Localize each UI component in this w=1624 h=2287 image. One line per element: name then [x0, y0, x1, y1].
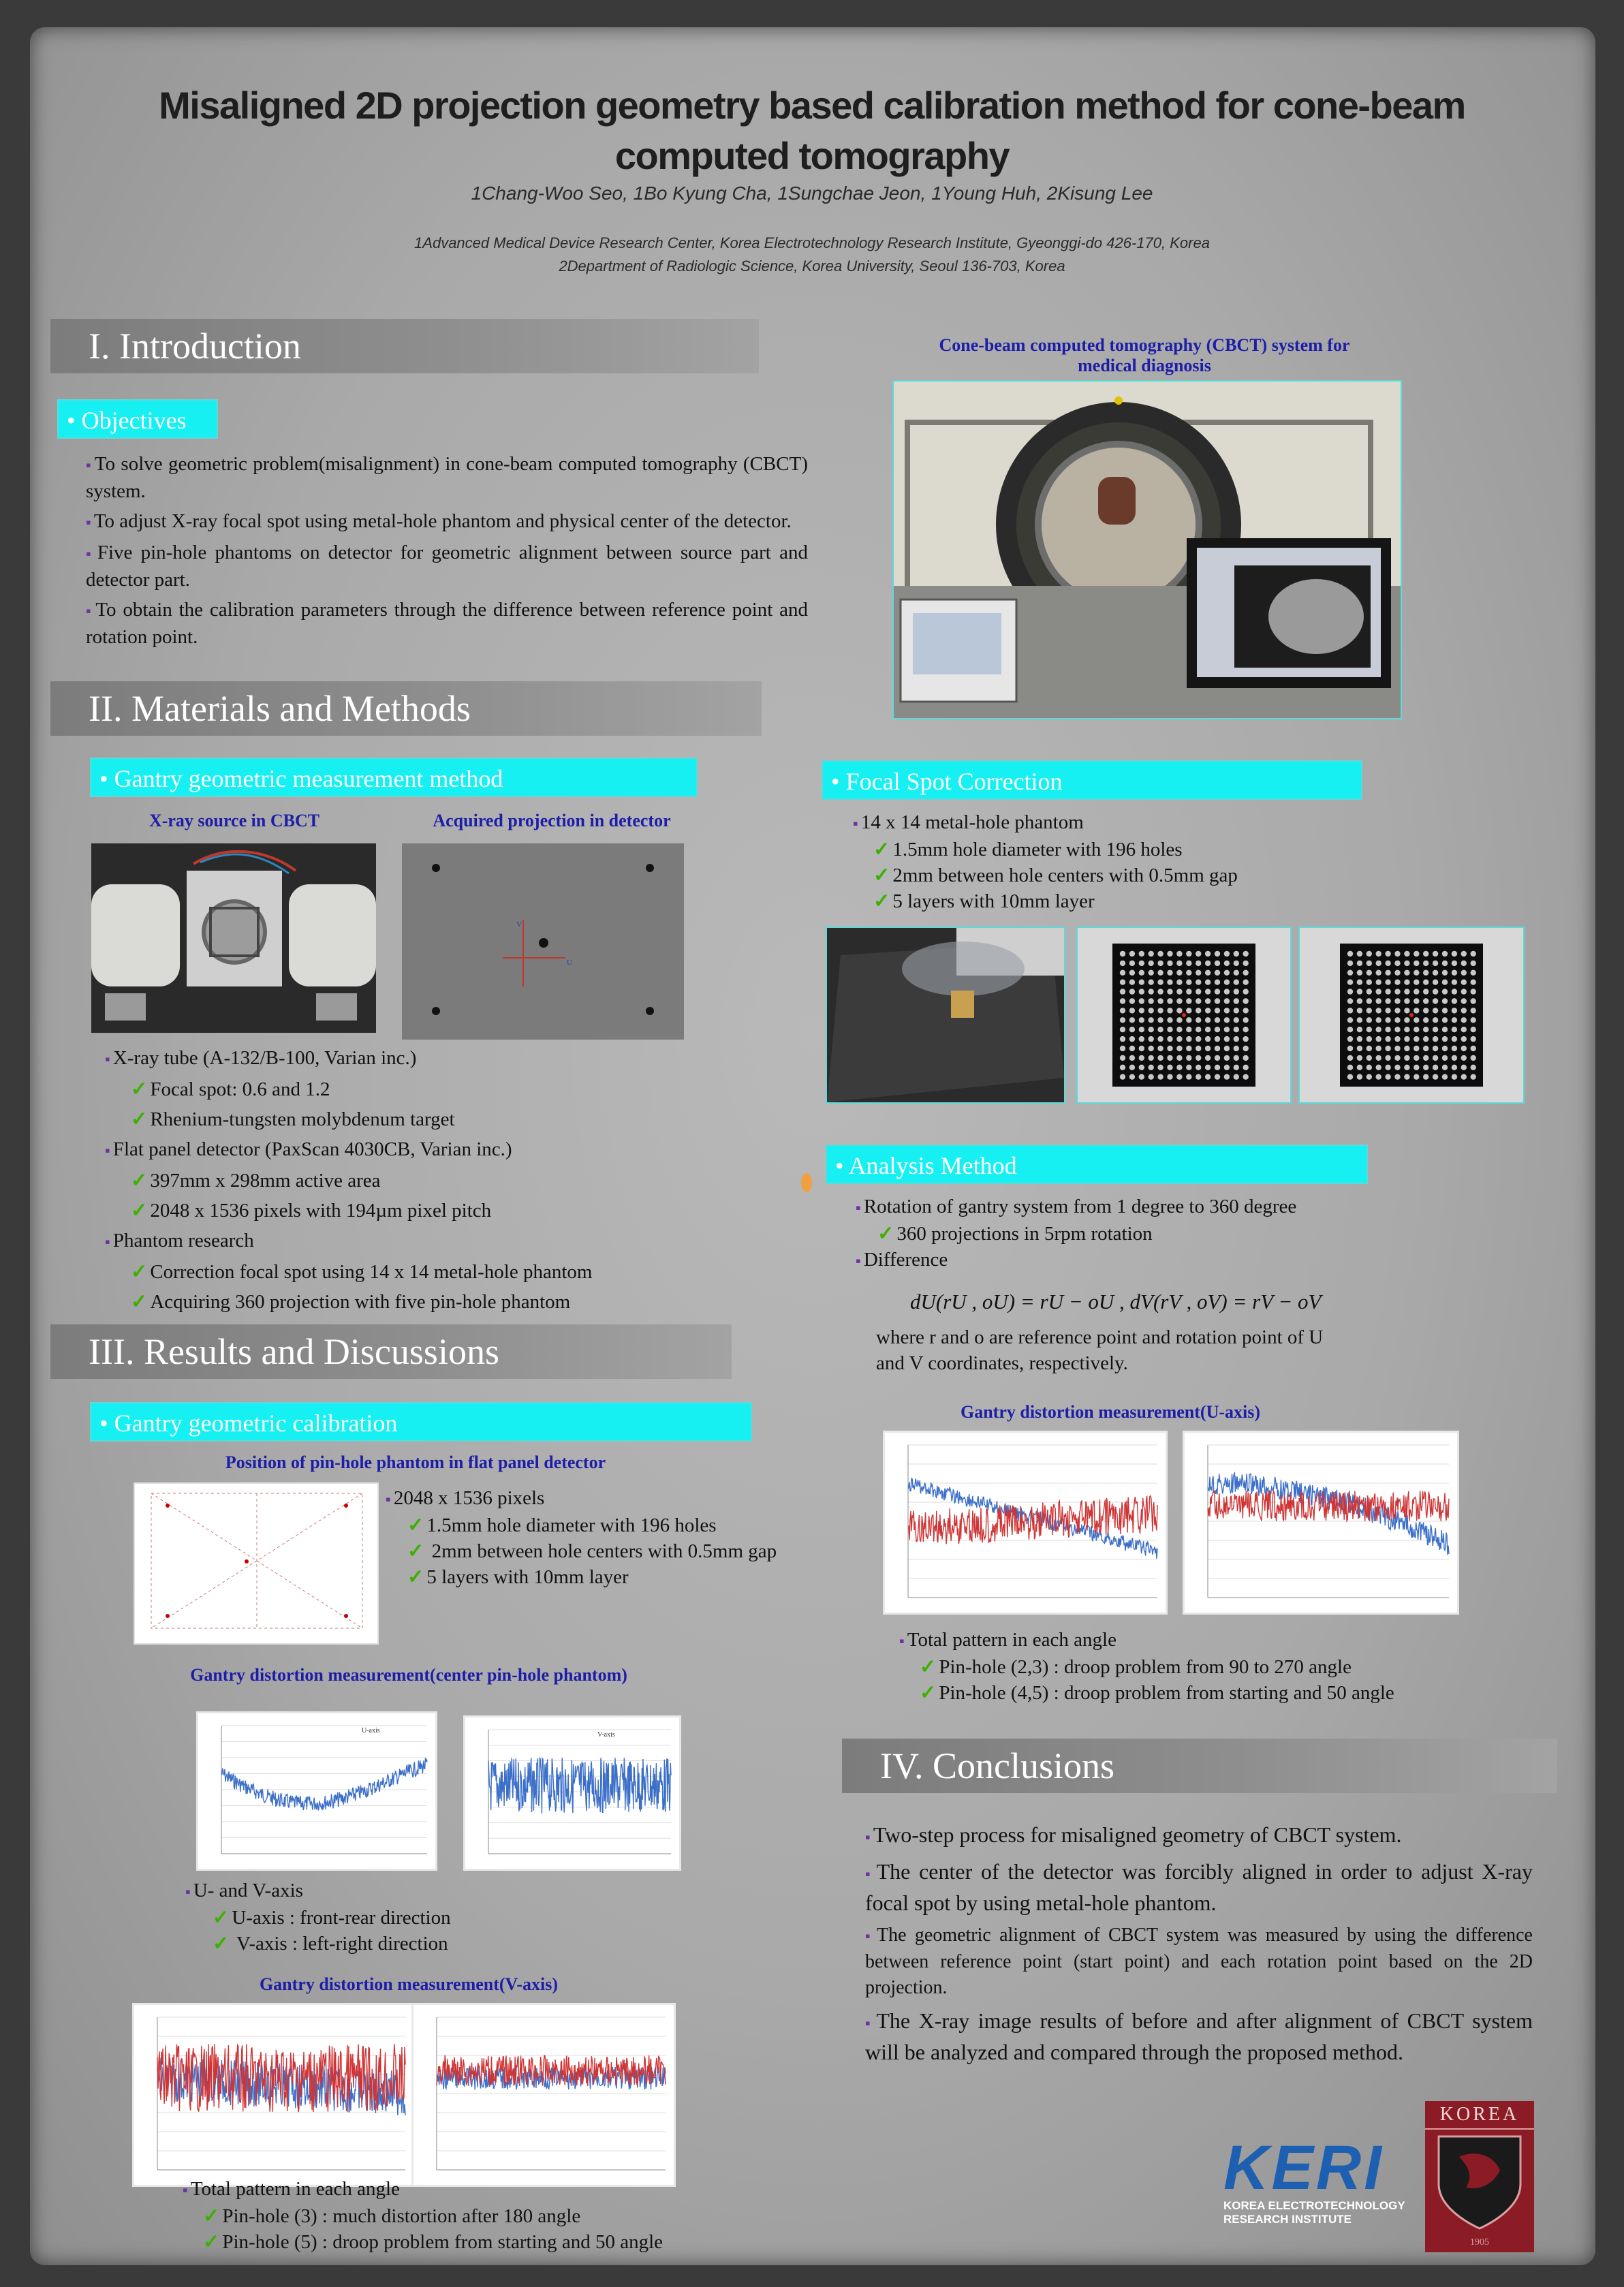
pinhole-line: ✓ 1.5mm hole diameter with 196 holes	[386, 1512, 822, 1538]
where-text	[876, 1324, 1421, 1376]
uv-line: ✓ U-axis : front-rear direction	[185, 1905, 798, 1931]
equipment-line: ✓ Acquiring 360 projection with five pin-hole phantom	[105, 1289, 786, 1315]
focal-spot-list	[853, 809, 1371, 914]
conclusion-item: ▪ The X-ray image results of before and after alignment of CBCT system will be analyzed and compared through the proposed method.	[865, 2006, 1533, 2066]
poster-title: Misaligned 2D projection geometry based calibration method for cone-beam computed tomography	[159, 84, 1465, 177]
focal-line: ✓ 1.5mm hole diameter with 196 holes	[853, 837, 1371, 862]
v-finding-line: ▪ Total pattern in each angle	[183, 2176, 796, 2203]
pinhole-spec-list	[386, 1485, 822, 1590]
axis-v-label: V	[516, 920, 522, 929]
section-results: III. Results and Discussions	[50, 1324, 732, 1379]
authors: 1Chang-Woo Seo, 1Bo Kyung Cha, 1Sungchae Jeon, 1Young Huh, 2Kisung Lee	[471, 183, 1153, 204]
equipment-line: ✓ 397mm x 298mm active area	[105, 1168, 786, 1194]
v-axis-chart-right	[411, 2003, 676, 2187]
focal-spot-after-image	[1298, 927, 1525, 1104]
equipment-line: ▪ X-ray tube (A-132/B-100, Varian inc.)	[105, 1045, 786, 1072]
focal-spot-before-image	[1076, 927, 1292, 1104]
affiliation-2: 2Department of Radiologic Science, Korea University, Seoul 136-703, Korea	[559, 258, 1065, 275]
u-axis-chart-right	[1183, 1431, 1459, 1615]
conclusions-list	[865, 1820, 1533, 2066]
equipment-line: ✓ Rhenium-tungsten molybdenum target	[105, 1106, 786, 1132]
equipment-line: ✓ Focal spot: 0.6 and 1.2	[105, 1076, 786, 1102]
uv-axis-list	[185, 1878, 798, 1957]
u-axis-findings	[899, 1627, 1485, 1706]
methods-equipment-list	[105, 1045, 786, 1315]
pinhole-position-diagram	[134, 1482, 379, 1645]
equipment-line: ▪ Phantom research	[105, 1228, 786, 1255]
uv-line: ✓ V-axis : left-right direction	[185, 1931, 798, 1957]
v-axis-findings	[183, 2176, 796, 2255]
pinhole-position-caption: Position of pin-hole phantom in flat panel detector	[225, 1452, 606, 1472]
u-axis-caption: Gantry distortion measurement(U-axis)	[960, 1402, 1261, 1422]
u-finding-line: ✓ Pin-hole (2,3) : droop problem from 90 to 270 angle	[899, 1654, 1485, 1680]
equipment-line: ✓ 2048 x 1536 pixels with 194µm pixel pitch	[105, 1198, 786, 1224]
center-v-axis-chart-title: V-axis	[597, 1731, 615, 1739]
detector-projection-image	[402, 843, 684, 1040]
uv-line: ▪ U- and V-axis	[185, 1878, 798, 1905]
axis-u-label: U	[567, 959, 572, 967]
analysis-line: ▪ Difference	[856, 1247, 1401, 1274]
gantry-method-label: • Gantry geometric measurement method	[90, 758, 698, 797]
xray-source-caption: X-ray source in CBCT	[149, 811, 320, 830]
v-finding-line: ✓ Pin-hole (5) : droop problem from starting and 50 angle	[183, 2229, 796, 2255]
analysis-line: ▪ Rotation of gantry system from 1 degree to 360 degree	[856, 1194, 1401, 1221]
korea-university-logo	[1425, 2101, 1534, 2252]
equipment-line: ✓ Correction focal spot using 14 x 14 metal-hole phantom	[105, 1259, 786, 1285]
where-line-1: where r and o are reference point and rotation point of U	[876, 1326, 1324, 1348]
where-line-2: and V coordinates, respectively.	[876, 1352, 1128, 1374]
center-u-axis-chart	[196, 1711, 437, 1871]
v-axis-caption: Gantry distortion measurement(V-axis)	[259, 1974, 559, 1994]
objective-2: ▪ To adjust X-ray focal spot using metal-hole phantom and physical center of the detector.	[86, 508, 808, 535]
focal-line: ✓ 2mm between hole centers with 0.5mm gap	[853, 862, 1371, 888]
center-u-axis-chart-title: U-axis	[362, 1727, 380, 1734]
cbct-system-photo	[892, 380, 1402, 719]
v-finding-line: ✓ Pin-hole (3) : much distortion after 180 angle	[183, 2203, 796, 2229]
affiliation-1: 1Advanced Medical Device Research Center, Korea Electrotechnology Research Institute, Gyeonggi-do 426-170, Korea	[414, 234, 1210, 251]
objectives-label: • Objectives	[57, 399, 218, 439]
conclusion-item: ▪ The center of the detector was forcibly aligned in order to adjust X-ray focal spot by using metal-hole phantom.	[865, 1857, 1533, 1917]
gantry-calibration-label: • Gantry geometric calibration	[90, 1402, 752, 1442]
objective-4: ▪ To obtain the calibration parameters through the difference between reference point and rotation point.	[86, 597, 808, 650]
keri-logo-sub2: RESEARCH INSTITUTE	[1223, 2213, 1352, 2226]
pinhole-line: ✓ 2mm between hole centers with 0.5mm gap	[386, 1538, 822, 1564]
keri-logo-sub1: KOREA ELECTROTECHNOLOGY	[1223, 2199, 1405, 2212]
ku-crest-icon	[1425, 2130, 1534, 2232]
u-finding-line: ✓ Pin-hole (4,5) : droop problem from starting and 50 angle	[899, 1680, 1485, 1706]
focal-spot-label: • Focal Spot Correction	[822, 760, 1362, 800]
analysis-line: ✓ 360 projections in 5rpm rotation	[856, 1221, 1401, 1247]
v-axis-chart-left	[132, 2003, 416, 2187]
keri-logo	[1223, 2133, 1428, 2226]
objective-3: ▪ Five pin-hole phantoms on detector for geometric alignment between source part and detector part.	[86, 540, 808, 593]
ku-logo-text: KOREA	[1425, 2101, 1534, 2130]
cbct-caption: Cone-beam computed tomography (CBCT) system for medical diagnosis	[939, 335, 1350, 375]
pinhole-line: ✓ 5 layers with 10mm layer	[386, 1564, 822, 1590]
analysis-method-label: • Analysis Method	[826, 1145, 1368, 1184]
u-finding-line: ▪ Total pattern in each angle	[899, 1627, 1485, 1654]
equipment-line: ▪ Flat panel detector (PaxScan 4030CB, Varian inc.)	[105, 1136, 786, 1164]
section-introduction: I. Introduction	[50, 319, 759, 373]
xray-source-photo	[91, 843, 376, 1033]
objective-1: ▪ To solve geometric problem(misalignment) in cone-beam computed tomography (CBCT) system.	[86, 451, 808, 504]
pinhole-line: ▪ 2048 x 1536 pixels	[386, 1485, 822, 1512]
section-materials-methods: II. Materials and Methods	[50, 681, 762, 736]
u-axis-chart-left	[883, 1431, 1168, 1615]
objectives-list	[86, 451, 808, 650]
analysis-list	[856, 1194, 1401, 1274]
keri-logo-text: KERI	[1223, 2133, 1384, 2203]
metal-hole-phantom-photo	[826, 927, 1065, 1104]
conclusion-item: ▪ Two-step process for misaligned geometry of CBCT system.	[865, 1820, 1533, 1852]
center-pinhole-caption: Gantry distortion measurement(center pin-hole phantom)	[190, 1665, 627, 1685]
decorative-dot	[801, 1173, 812, 1192]
ku-logo-year: 1905	[1470, 2237, 1489, 2247]
difference-equation: dU(rU , oU) = rU − oU , dV(rV , oV) = rV − oV	[910, 1290, 1322, 1313]
center-v-axis-chart	[463, 1715, 681, 1871]
focal-line: ▪ 14 x 14 metal-hole phantom	[853, 809, 1371, 837]
conclusion-item: ▪ The geometric alignment of CBCT system was measured by using the difference between reference point (start point) and each rotation point based on the 2D projection.	[865, 1923, 1533, 2001]
section-conclusions: IV. Conclusions	[842, 1739, 1557, 1793]
focal-line: ✓ 5 layers with 10mm layer	[853, 888, 1371, 914]
projection-caption: Acquired projection in detector	[433, 811, 671, 830]
